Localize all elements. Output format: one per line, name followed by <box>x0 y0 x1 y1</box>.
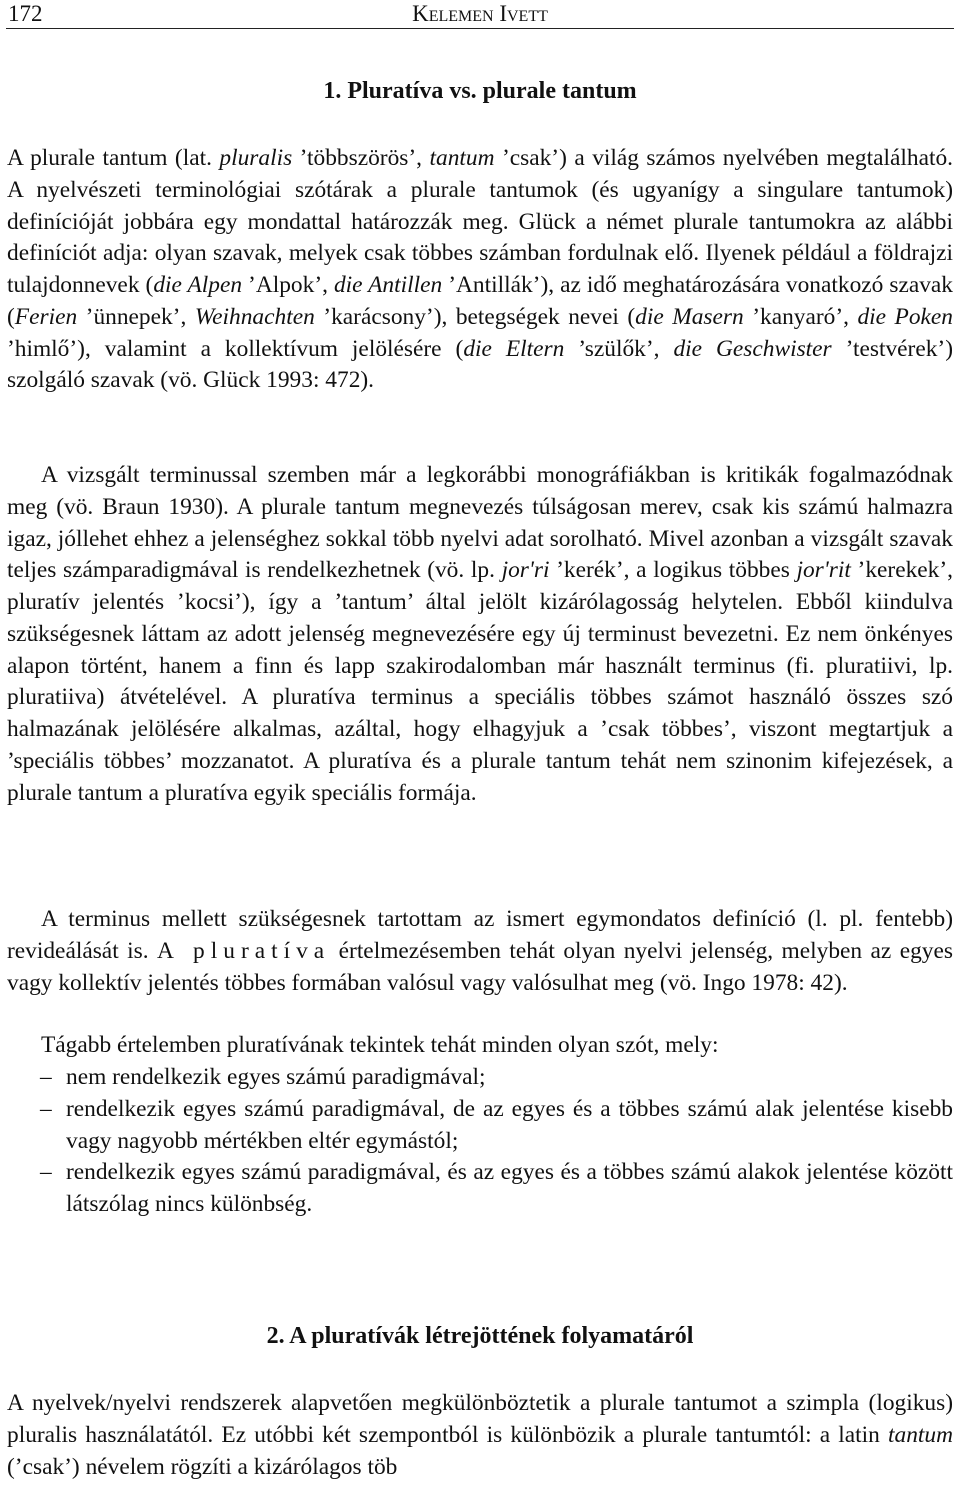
dash-bullet: – <box>40 1064 52 1090</box>
list-item: – rendelkezik egyes számú paradigmával, de az egyes és a többes számú alak jelentése kisebb vagy nagyobb mértékben eltér egymástól; <box>40 1095 953 1154</box>
page-number: 172 <box>8 1 43 26</box>
paragraph-4: Tágabb értelemben pluratívának tekintek tehát minden olyan szót, mely: <box>41 1032 719 1058</box>
list-item: – nem rendelkezik egyes számú paradigmával; <box>7 1062 953 1094</box>
paragraph-2: A vizsgált terminussal szemben már a legkorábbi monográfiákban is kritikák fogalmazódnak meg (vö. Braun 1930). A plurale tantum megnevezés túlságosan merev, csak kis számú halmazra igaz, jóllehet ehhez a jelenséghez sokkal több nyelvi adat sorolható. Mivel azonban a vizsgált szavak teljes számparadigmával is rendelkezhetnek (vö. lp. jor'ri ’kerék’, a logikus többes jor'rit ’kerekek’, pluratív jelentés ’kocsi’), így a ’tantum’ által jelölt kizárólagosság helytelen. Ebből kiindulva szükségesnek láttam az adott jelenség megnevezésére egy új terminust bevezetni. Ez nem önkényes alapon történt, hanem a finn és lapp szakirodalomban már használt terminus (fi. pluratiivi, lp. pluratiiva) átvételével. A pluratíva terminus a speciális többes számot használó összes szó halmazának jelölésére alkalmas, azáltal, hogy elhagyjuk a ’csak többes’, viszont megtartjuk a ’speciális többes’ mozzanatot. A pluratíva és a plurale tantum tehát nem szinonim kifejezések, a plurale tantum a pluratíva egyik speciális formája. <box>7 462 953 806</box>
criteria-list <box>7 1062 953 1221</box>
dash-bullet: – <box>40 1095 52 1122</box>
spaced-term: A pluratíva <box>157 937 331 964</box>
section-heading-2: 2. A pluratívák létrejöttének folyamatáról <box>266 1323 694 1349</box>
section-heading-1: 1. Pluratíva vs. plurale tantum <box>323 78 637 104</box>
list-item: – rendelkezik egyes számú paradigmával, és az egyes és a többes számú alakok jelentése között látszólag nincs különbség. <box>40 1159 953 1217</box>
running-header <box>6 2 954 29</box>
paragraph-3: A terminus mellett szükségesnek tartottam az ismert egymondatos definíció (l. pl. fentebb) revideálását is. A pluratíva értelmezésemben tehát olyan nyelvi jelenség, melyben az egyes vagy kollektív jelentés többes formában valósul vagy valósulhat meg (vö. Ingo 1978: 42). <box>7 906 953 996</box>
running-header-author: Kelemen Ivett <box>412 1 548 26</box>
paragraph-1: A plurale tantum (lat. pluralis ’többszörös’, tantum ’csak’) a világ számos nyelvében megtalálható. A nyelvészeti terminológiai szótárak a plurale tantumok (és ugyanígy a singulare tantumok) definícióját jobbára egy mondattal határozzák meg. Glück a német plurale tantumokra az alábbi definíciót adja: olyan szavak, melyek csak többes számban fordulnak elő. Ilyenek például a földrajzi tulajdonnevek (die Alpen ’Alpok’, die Antillen ’Antillák’), az idő meghatározására vonatkozó szavak (Ferien ’ünnepek’, Weihnachten ’karácsony’), betegségek nevei (die Masern ’kanyaró’, die Poken ’himlő’), valamint a kollektívum jelölésére (die Eltern ’szülők’, die Geschwister ’testvérek’) szolgáló szavak (vö. Glück 1993: 472). <box>7 145 953 394</box>
paragraph-5: A nyelvek/nyelvi rendszerek alapvetően megkülönböztetik a plurale tantumot a szimpla (logikus) pluralis használatától. Ez utóbbi két szempontból is különbözik a plurale tantumtól: a latin tantum (’csak’) névelem rögzíti a kizárólagos töb <box>7 1390 953 1480</box>
dash-bullet: – <box>40 1159 52 1186</box>
